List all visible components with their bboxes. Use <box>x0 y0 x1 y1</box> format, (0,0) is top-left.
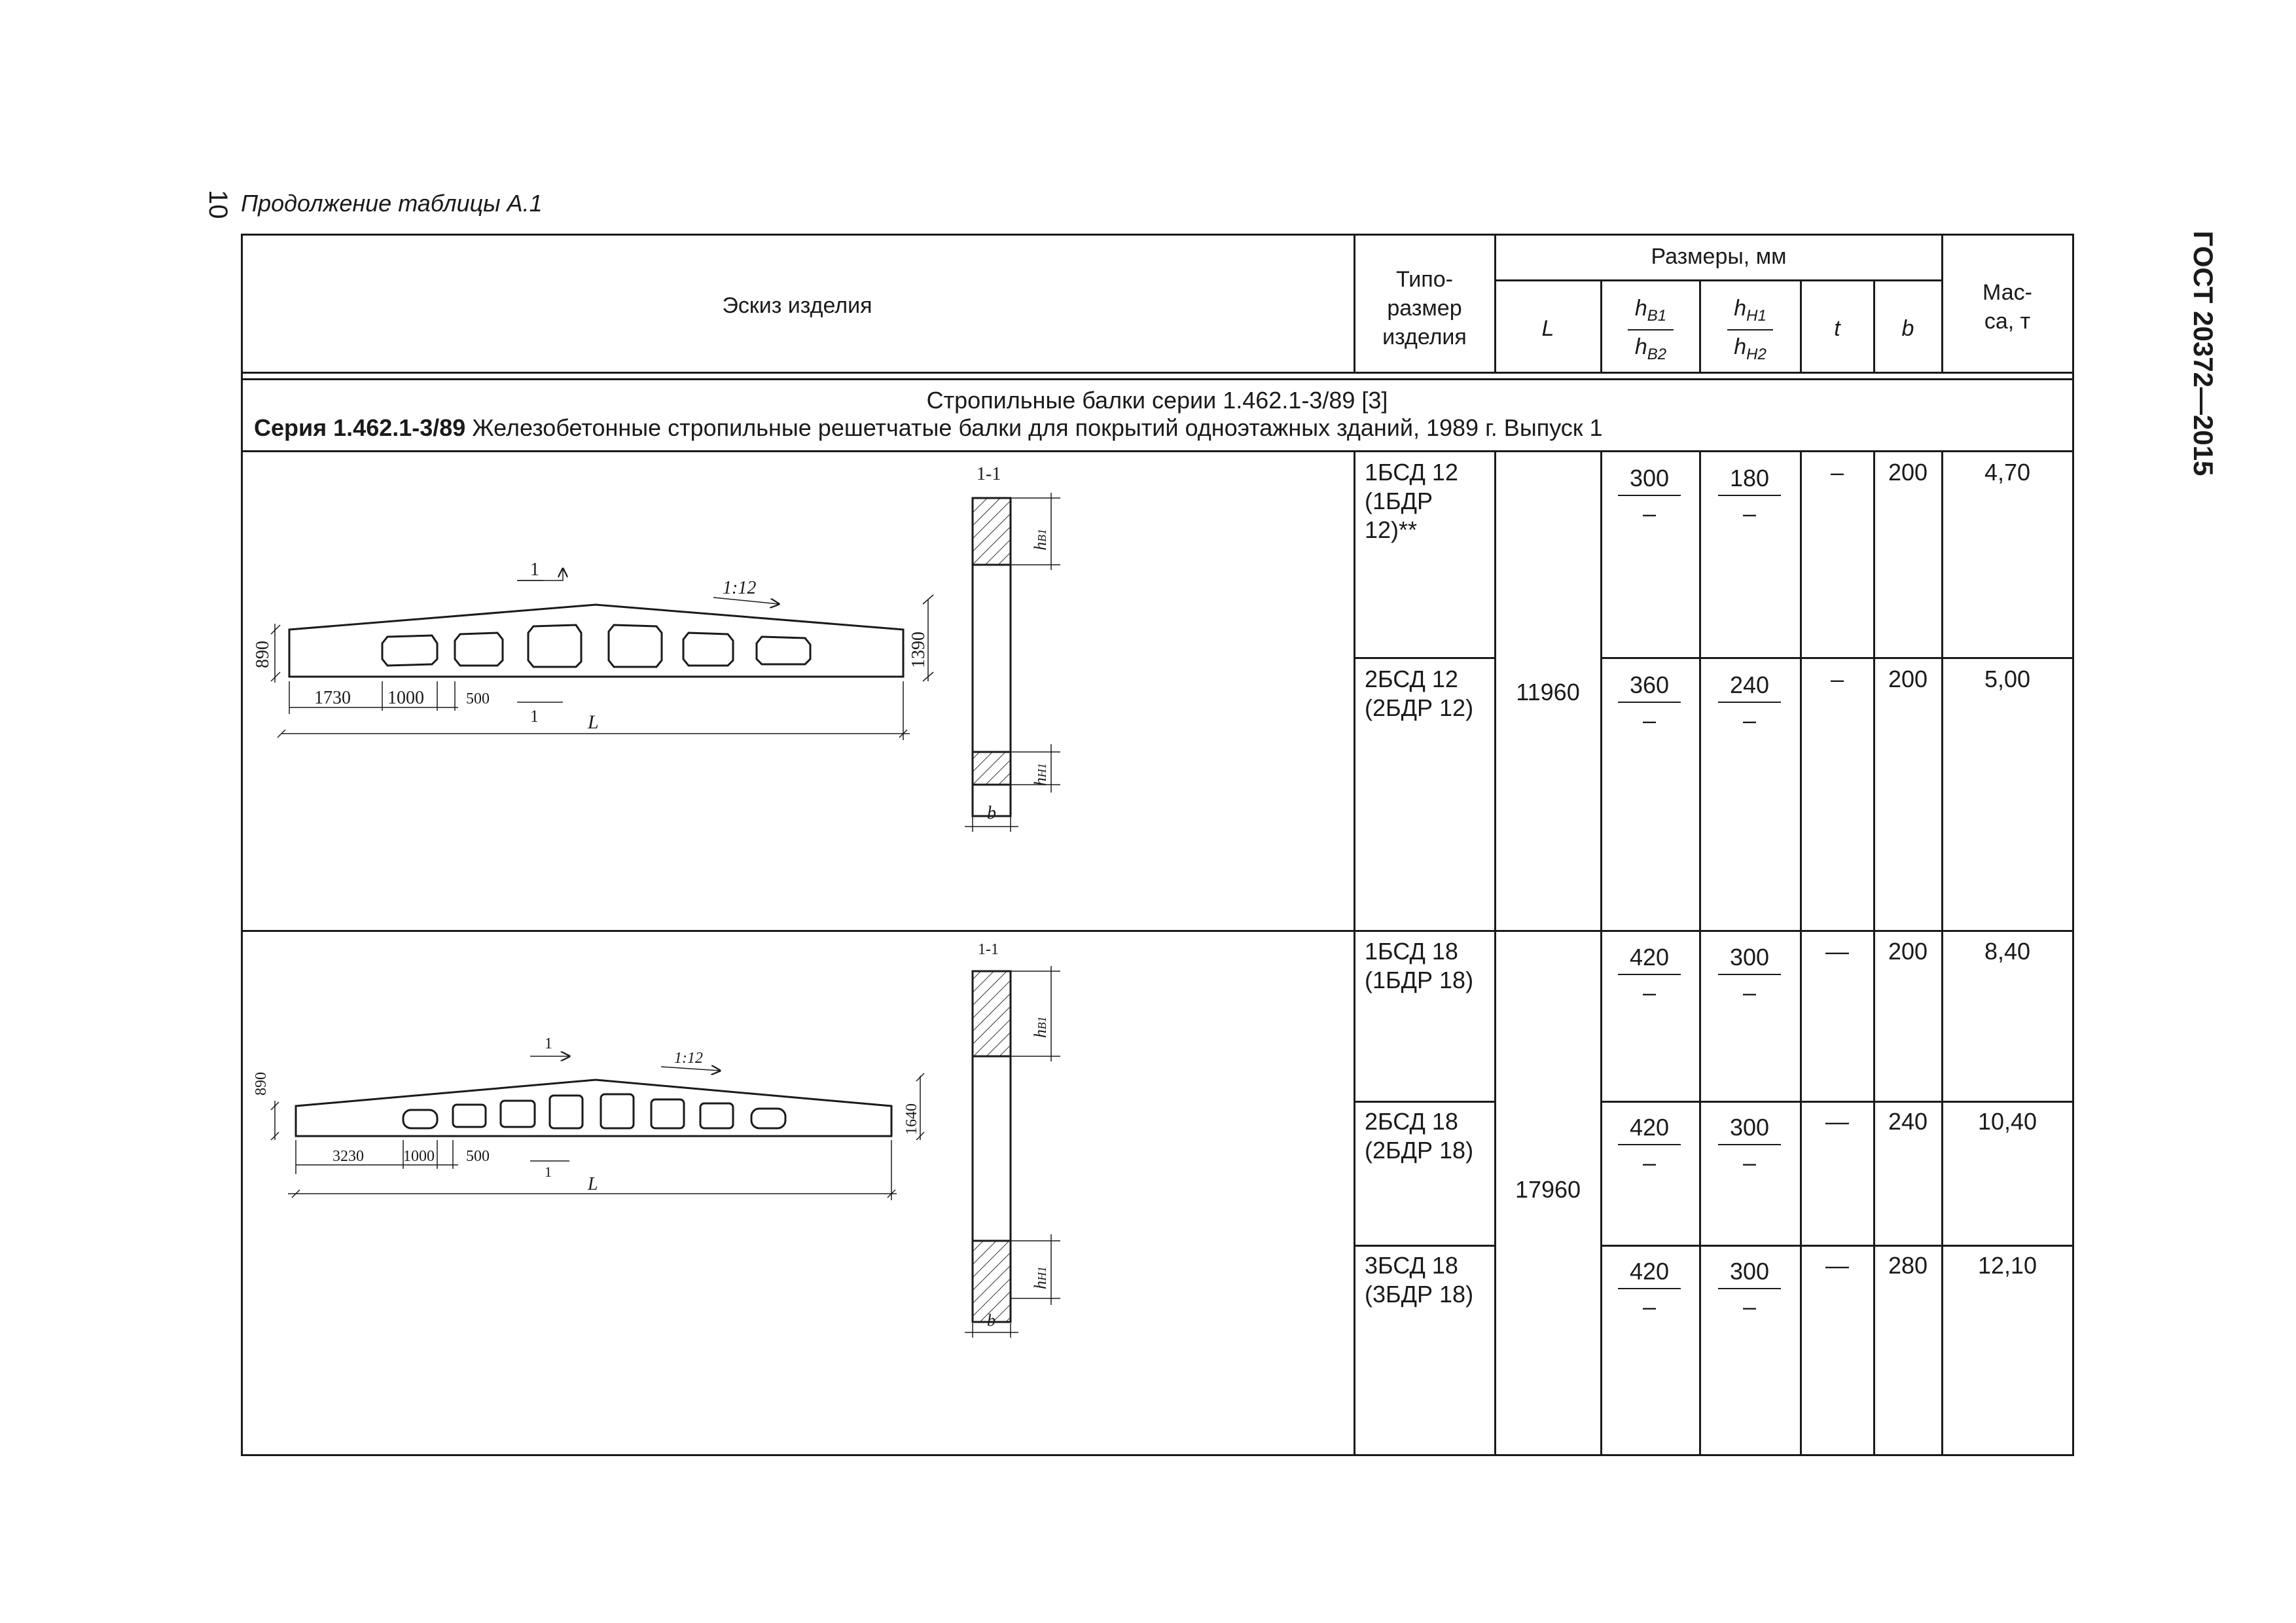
g2-length-label: L <box>588 1174 598 1194</box>
table-caption: Продолжение таблицы А.1 <box>241 190 543 217</box>
g2-row1-mass: 8,40 <box>1984 938 2031 965</box>
header-hb: $h_{В1}$ $h_{В2}$ <box>1605 296 1696 364</box>
running-title: ГОСТ 20372—2015 <box>2188 230 2219 476</box>
g1-row1-hb: 300 – <box>1610 463 1689 529</box>
g2-row3-mass: 12,10 <box>1977 1252 2037 1279</box>
g2-row2-type: 2БСД 18 (2БДР 18) <box>1365 1108 1474 1164</box>
page-number: 10 <box>204 190 232 219</box>
g2-row1-type: 1БСД 18 (1БДР 18) <box>1365 938 1474 993</box>
g2-row2-b: 240 <box>1888 1108 1928 1135</box>
g2-beam-openings <box>403 1094 785 1128</box>
g1-beam-outline <box>289 605 903 677</box>
g1-section-mark-bottom: 1 <box>530 707 539 726</box>
g2-section-mark-top: 1 <box>545 1035 552 1052</box>
g2-beam-outline <box>296 1080 891 1136</box>
g2-row2-hb: 420 – <box>1610 1113 1689 1178</box>
g2-section-mark-bottom: 1 <box>545 1164 552 1180</box>
header-mass: Мас- са, т <box>1982 280 2032 334</box>
g1-hb-label: hВ1 <box>1031 529 1050 550</box>
g2-hb-label: hВ1 <box>1031 1016 1050 1038</box>
g1-row1-b: 200 <box>1888 459 1928 486</box>
g1-slope-label: 1:12 <box>723 578 757 598</box>
g1-row1-t: – <box>1830 459 1844 486</box>
g2-row3-hb: 420 – <box>1610 1257 1689 1322</box>
g1-height-left: 890 <box>253 641 273 668</box>
g1-row1-type: 1БСД 12 (1БДР 12)** <box>1365 459 1458 543</box>
g2-hh-label: hН1 <box>1031 1266 1050 1289</box>
g1-beam-openings <box>382 625 810 667</box>
g1-dim-2: 1000 <box>387 688 424 708</box>
g2-row1-hb: 420 – <box>1610 942 1689 1008</box>
g1-beam-sketch <box>242 452 1352 929</box>
g2-section-label: 1-1 <box>978 941 999 958</box>
g2-beam-sketch <box>242 932 1352 1453</box>
g1-section-label: 1-1 <box>977 464 1001 484</box>
g2-row3-b: 280 <box>1888 1252 1928 1279</box>
g2-row1-hh: 300 – <box>1710 942 1789 1008</box>
g1-height-right: 1390 <box>908 632 929 668</box>
g1-row1-mass: 4,70 <box>1984 459 2031 486</box>
g1-row1-hh: 180 – <box>1710 463 1789 529</box>
g2-dim-2: 1000 <box>403 1148 435 1165</box>
header-type-size: Типо- размер изделия <box>1382 267 1467 349</box>
header-L: L <box>1541 316 1554 341</box>
series-description: Железобетонные стропильные решетчатые балки для покрытий одноэтажных зданий, 1989 г. Выпуск 1 <box>465 414 1603 441</box>
header-hh: $h_{Н1}$ $h_{Н2}$ <box>1704 296 1796 364</box>
g1-row2-t: – <box>1830 666 1844 692</box>
g2-row1-t: — <box>1825 938 1849 965</box>
g1-b-label: b <box>987 803 996 823</box>
section-series <box>254 414 2060 442</box>
g1-row2-mass: 5,00 <box>1984 666 2031 692</box>
g2-row3-hh: 300 – <box>1710 1257 1789 1322</box>
g2-row2-hh: 300 – <box>1710 1113 1789 1178</box>
g2-b-label: b <box>987 1311 996 1330</box>
g2-slope-label: 1:12 <box>674 1050 703 1067</box>
g2-row2-mass: 10,40 <box>1977 1108 2037 1135</box>
g2-length: 17960 <box>1515 1176 1581 1203</box>
g2-height-right: 1640 <box>903 1103 920 1135</box>
g2-row3-t: — <box>1825 1252 1849 1279</box>
g1-row2-hb: 360 – <box>1610 670 1689 736</box>
header-t: t <box>1834 316 1840 341</box>
section-title: Стропильные балки серии 1.462.1-3/89 [3] <box>926 387 1388 414</box>
g2-row1-b: 200 <box>1888 938 1928 965</box>
g1-row2-b: 200 <box>1888 666 1928 692</box>
g2-dim-3: 500 <box>466 1148 490 1165</box>
g1-dim-1: 1730 <box>314 688 351 708</box>
g1-hh-label: hН1 <box>1031 763 1050 786</box>
g1-row2-hh: 240 – <box>1710 670 1789 736</box>
g2-row2-t: — <box>1825 1108 1849 1135</box>
g1-row2-type: 2БСД 12 (2БДР 12) <box>1365 666 1474 721</box>
g2-row3-type: 3БСД 18 (3БДР 18) <box>1365 1252 1474 1308</box>
g2-dim-1: 3230 <box>332 1148 364 1165</box>
g1-dim-3: 500 <box>466 690 490 707</box>
g1-length: 11960 <box>1516 679 1580 705</box>
header-b: b <box>1901 316 1914 341</box>
g1-section-mark-top: 1 <box>530 560 539 580</box>
header-sketch: Эскиз изделия <box>722 293 872 318</box>
header-dimensions: Размеры, мм <box>1651 244 1787 269</box>
g1-length-label: L <box>588 711 599 733</box>
series-number: Серия 1.462.1-3/89 <box>254 414 466 441</box>
g2-height-left: 890 <box>253 1072 270 1096</box>
